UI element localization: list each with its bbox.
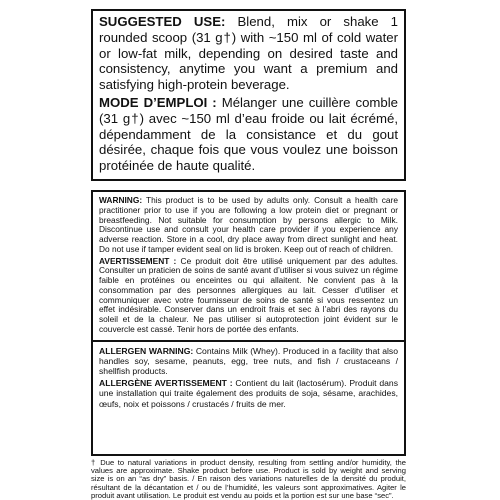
avertissement-fr [99, 257, 398, 335]
warnings-box [91, 190, 406, 456]
avertissement-heading: AVERTISSEMENT : [99, 255, 177, 266]
suggested-use-text: Blend, mix or shake 1 rounded scoop (31 g†) with ~150 ml of cold water or low-fat milk, depending on desired taste and consistency, anytime you want a premium and satisfying high-protein beverage. [99, 14, 398, 93]
allergene-text: Contient du lait (lactosérum). Produit dans une installation qui traite également des produits de soja, sésame, arachides, œufs, noix et poissons / crustacés / fruits de mer. [99, 378, 398, 409]
suggested-use-heading: SUGGESTED USE: [99, 14, 226, 29]
warning-section [93, 192, 404, 340]
allergene-fr [99, 378, 398, 409]
warning-heading: WARNING: [99, 195, 143, 205]
avertissement-text: Ce produit doit être utilisé uniquement par des adultes. Consulter un praticien de soins de santé avant d’utiliser si vous suivez un régime faible en protéines ou enceintes ou qui allaitent. Ne convient pas à la consommation par des personnes allergiques au lait. Cesser d’utiliser et communiquer avec votre fournisseur de soins de santé si vous ressentez un effet indésirable. Conserver dans un endroit frais et sec à l’abri des rayons du soleil et de la chaleur. Ne pas utiliser si autoprotection joint évident sur le couvercle est cassé. Tenir hors de portée des enfants. [99, 255, 398, 334]
mode-emploi-fr [99, 95, 398, 174]
density-footnote: † Due to natural variations in product density, resulting from settling and/or humidity, the values are approximate. Shake product before use. Product is sold by weight and serving size is on an “as dry” basis. / En raison des variations naturelles de la densité du produit, résultant de la décantation et / ou de l’humidité, les valeurs sont approximatives. Agiter le produit avant utilisation. Le produit est vendu au poids et la portion est sur une base “sec”. [91, 458, 406, 500]
mode-emploi-text: Mélanger une cuillère comble (31 g†) avec ~150 ml d’eau froide ou lait écrémé, dépendamment de la consistance et du gout désirée, chaque fois que vous voulez une boisson protéinée de haute qualité. [99, 94, 398, 174]
suggested-use-en [99, 14, 398, 93]
mode-emploi-heading: MODE D’EMPLOI : [99, 94, 217, 110]
allergen-heading: ALLERGEN WARNING: [99, 345, 194, 356]
allergene-heading: ALLERGÈNE AVERTISSEMENT : [99, 378, 233, 389]
warning-text: This product is to be used by adults only. Consult a health care practitioner prior to use if you are following a low protein diet or pregnant or breastfeeding. Not suitable for consumption by persons allergic to Milk. Discontinue use and consult your health care provider if you experience any adverse reaction. Store in a cool, dry place away from direct sunlight and heat. Do not use if tamper evident seal on lid is broken. Keep out of reach of children. [99, 195, 398, 254]
allergen-section [93, 340, 404, 414]
warning-en [99, 196, 398, 255]
allergen-en [99, 346, 398, 377]
suggested-use-box [91, 9, 406, 181]
allergen-text: Contains Milk (Whey). Produced in a facility that also handles soy, sesame, peanuts, egg, tree nuts, and fish / crustaceans / shellfish products. [99, 345, 398, 376]
